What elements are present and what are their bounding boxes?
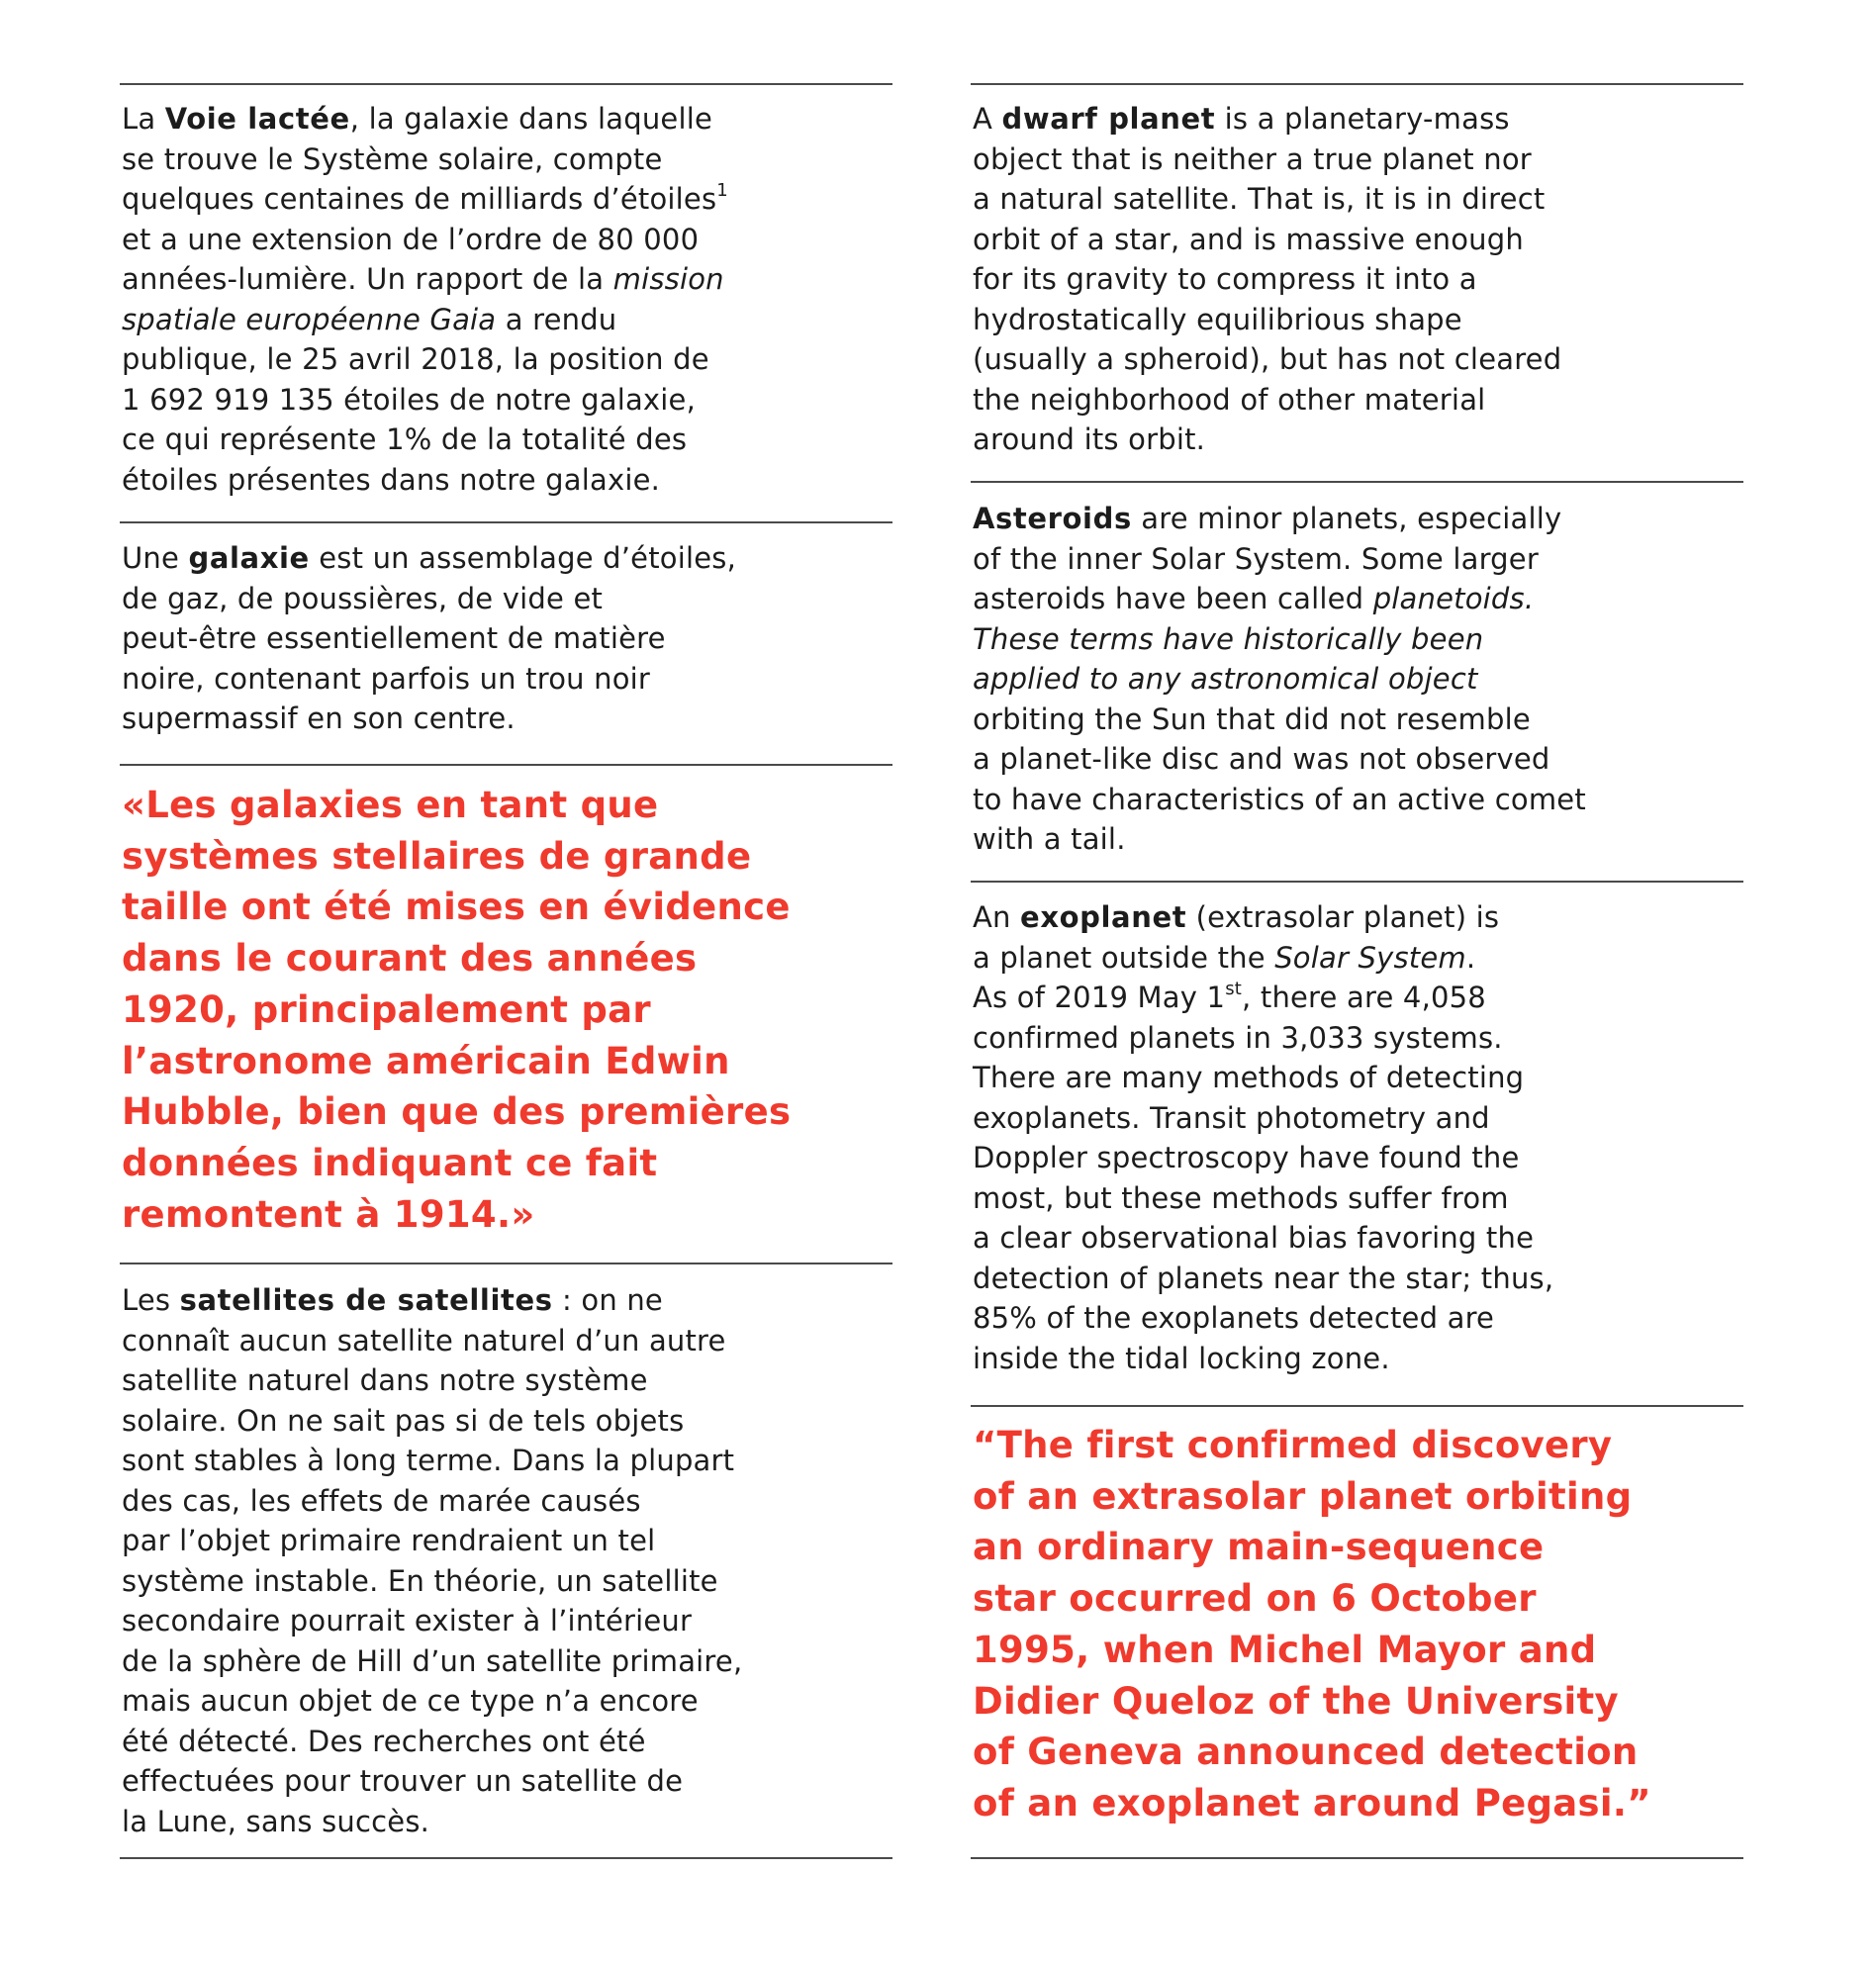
italic-run: mission <box>612 262 724 296</box>
text-line: Doppler spectroscopy have found the <box>973 1141 1520 1174</box>
term-asteroids: Asteroids <box>973 502 1132 535</box>
text-line: effectuées pour trouver un satellite de <box>122 1764 684 1798</box>
text-run: Une <box>122 541 189 575</box>
quote-line: of an extrasolar planet orbiting <box>973 1474 1633 1518</box>
text-line: noire, contenant parfois un trou noir <box>122 661 651 696</box>
divider <box>120 521 892 523</box>
text-line: et a une extension de l’ordre de 80 000 <box>122 222 700 256</box>
text-line: a clear observational bias favoring the <box>973 1221 1535 1255</box>
text-line: ce qui représente 1% de la totalité des <box>122 422 688 456</box>
italic-line: applied to any astronomical object <box>973 662 1478 696</box>
quote-line: taille ont été mises en évidence <box>122 886 791 929</box>
text-line: exoplanets. Transit photometry and <box>973 1100 1490 1135</box>
text-line: des cas, les effets de marée causés <box>122 1483 641 1518</box>
text-run: asteroids have been called <box>973 582 1373 615</box>
text-run: . <box>1465 940 1476 975</box>
quote-line: remontent à 1914.» <box>122 1192 535 1236</box>
text-line: par l’objet primaire rendraient un tel <box>122 1524 656 1557</box>
text-run: a planet outside the <box>973 940 1275 975</box>
text-run: La <box>122 102 165 136</box>
text-line: orbiting the Sun that did not resemble <box>973 702 1531 736</box>
text-line: de gaz, de poussières, de vide et <box>122 581 604 615</box>
text-run: A <box>973 102 1002 136</box>
text-line: système instable. En théorie, un satellite <box>122 1563 718 1598</box>
quote-line: of Geneva announced detection <box>973 1731 1639 1774</box>
text-line: around its orbit. <box>973 422 1206 456</box>
galaxy-paragraph <box>122 538 736 739</box>
text-line: object that is neither a true planet nor <box>973 141 1532 176</box>
ordinal-suffix: st <box>1225 979 1243 999</box>
italic-line: These terms have historically been <box>973 621 1484 656</box>
text-run: is a planetary-mass <box>1215 102 1510 136</box>
term-dwarf-planet: dwarf planet <box>1001 102 1216 136</box>
divider <box>120 83 892 85</box>
text-line: to have characteristics of an active comet <box>973 782 1586 816</box>
pull-quote-galaxies <box>122 780 791 1240</box>
quote-line: “The first confirmed discovery <box>973 1424 1613 1466</box>
text-run: a rendu <box>496 302 617 336</box>
text-run: Les <box>122 1283 180 1317</box>
asteroids-paragraph <box>973 499 1586 860</box>
divider <box>971 481 1743 483</box>
divider <box>120 1263 892 1264</box>
text-line: publique, le 25 avril 2018, la position de <box>122 342 709 376</box>
quote-line: données indiquant ce fait <box>122 1141 658 1184</box>
text-line: (usually a spheroid), but has not cleared <box>973 342 1562 376</box>
term-exoplanet: exoplanet <box>1020 900 1187 934</box>
text-run: An <box>973 900 1021 934</box>
footnote-marker: 1 <box>716 180 728 201</box>
text-line: orbit of a star, and is massive enough <box>973 222 1524 256</box>
text-line: supermassif en son centre. <box>122 702 516 735</box>
text-run: années-lumière. Un rapport de la <box>122 262 613 296</box>
italic-run: spatiale européenne Gaia <box>122 302 497 336</box>
text-line: la Lune, sans succès. <box>122 1804 430 1838</box>
pull-quote-exoplanet <box>973 1420 1651 1829</box>
text-run: : on ne <box>552 1283 663 1317</box>
text-run: quelques centaines de milliards d’étoiles <box>122 182 717 216</box>
text-line: de la sphère de Hill d’un satellite primaire, <box>122 1643 743 1678</box>
text-run: , there are 4,058 <box>1242 981 1486 1014</box>
text-line: inside the tidal locking zone. <box>973 1341 1390 1375</box>
text-line: of the inner Solar System. Some larger <box>973 541 1539 576</box>
divider <box>971 83 1743 85</box>
text-line: mais aucun objet de ce type n’a encore <box>122 1684 699 1718</box>
italic-run: Solar System <box>1274 940 1466 975</box>
text-line: a planet-like disc and was not observed <box>973 742 1550 776</box>
quote-line: «Les galaxies en tant que <box>122 784 659 826</box>
text-line: satellite naturel dans notre système <box>122 1363 648 1397</box>
text-line: été détecté. Des recherches ont été <box>122 1724 646 1758</box>
text-line: solaire. On ne sait pas si de tels objets <box>122 1403 685 1438</box>
text-line: a natural satellite. That is, it is in direct <box>973 182 1546 216</box>
dwarf-planet-paragraph <box>973 99 1561 460</box>
text-line: for its gravity to compress it into a <box>973 262 1477 296</box>
text-line: peut-être essentiellement de matière <box>122 621 666 655</box>
text-line: confirmed planets in 3,033 systems. <box>973 1020 1503 1055</box>
quote-line: 1920, principalement par <box>122 987 651 1031</box>
text-line: étoiles présentes dans notre galaxie. <box>122 462 661 497</box>
term-satellites-de-satellites: satellites de satellites <box>179 1283 553 1317</box>
text-run: are minor planets, especially <box>1131 502 1562 535</box>
milky-way-paragraph <box>122 99 728 500</box>
text-line: the neighborhood of other material <box>973 382 1486 417</box>
term-voie-lactee: Voie lactée <box>164 102 350 136</box>
text-line: detection of planets near the star; thus, <box>973 1261 1554 1295</box>
text-line: most, but these methods suffer from <box>973 1180 1509 1215</box>
quote-line: dans le courant des années <box>122 937 698 981</box>
divider <box>971 1857 1743 1859</box>
text-line: secondaire pourrait exister à l’intérieur <box>122 1604 693 1638</box>
quote-line: star occurred on 6 October <box>973 1577 1537 1621</box>
text-line: with a tail. <box>973 822 1126 856</box>
text-run: , la galaxie dans laquelle <box>349 102 713 136</box>
text-line: connaît aucun satellite naturel d’un autre <box>122 1323 726 1357</box>
text-run: (extrasolar planet) is <box>1186 900 1500 934</box>
text-line: se trouve le Système solaire, compte <box>122 141 663 176</box>
quote-line: systèmes stellaires de grande <box>122 834 752 878</box>
text-line: 85% of the exoplanets detected are <box>973 1301 1495 1335</box>
quote-line: an ordinary main-sequence <box>973 1526 1545 1569</box>
divider <box>120 1857 892 1859</box>
divider <box>971 881 1743 883</box>
italic-run: planetoids. <box>1372 582 1535 615</box>
divider <box>120 764 892 766</box>
text-line: hydrostatically equilibrious shape <box>973 302 1462 336</box>
quote-line: of an exoplanet around Pegasi.” <box>973 1781 1651 1825</box>
quote-line: Didier Queloz of the University <box>973 1679 1619 1723</box>
quote-line: 1995, when Michel Mayor and <box>973 1628 1597 1671</box>
text-run: est un assemblage d’étoiles, <box>309 541 737 575</box>
term-galaxie: galaxie <box>188 541 310 575</box>
text-run: As of 2019 May 1 <box>973 981 1226 1014</box>
satellites-paragraph <box>122 1280 742 1841</box>
exoplanet-paragraph <box>973 897 1553 1378</box>
quote-line: Hubble, bien que des premières <box>122 1090 792 1134</box>
quote-line: l’astronome américain Edwin <box>122 1039 730 1082</box>
text-line: 1 692 919 135 étoiles de notre galaxie, <box>122 382 697 417</box>
text-line: sont stables à long terme. Dans la plupart <box>122 1444 735 1477</box>
text-line: There are many methods of detecting <box>973 1061 1525 1094</box>
divider <box>971 1405 1743 1407</box>
